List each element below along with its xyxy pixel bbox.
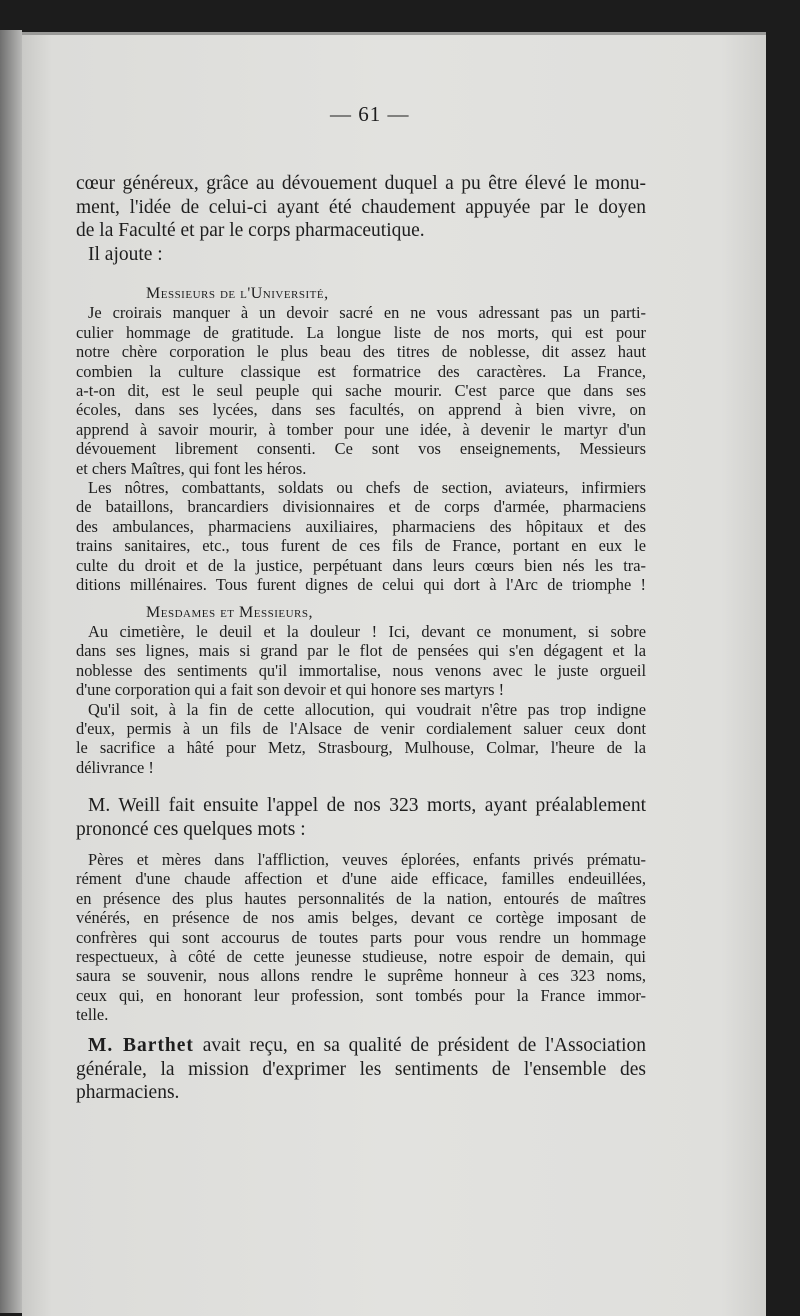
text-line: dans ses lignes, mais si grand par le flot de pensées qui s'en dégagent et la bbox=[76, 641, 646, 661]
weill-paragraph bbox=[76, 794, 646, 841]
speaker-name: M. Barthet bbox=[88, 1035, 194, 1056]
text-line: de la Faculté et par le corps pharmaceutique. bbox=[76, 220, 425, 241]
text-line: cœur généreux, grâce au dévouement duquel a pu être élevé le monu- bbox=[76, 173, 646, 194]
text-line: notre chère corporation le plus beau des titres de noblesse, dit assez haut bbox=[76, 342, 646, 362]
text-line: respectueux, à côté de cette jeunesse studieuse, notre espoir de demain, qui bbox=[76, 947, 646, 967]
text-line: Les nôtres, combattants, soldats ou chefs de section, aviateurs, infirmiers bbox=[88, 478, 646, 498]
text-line: délivrance ! bbox=[76, 757, 154, 777]
speech-one bbox=[76, 284, 646, 777]
speech-paragraph bbox=[76, 622, 646, 700]
text-line: trains sanitaires, etc., tous furent de ces fils de France, portant en eux le bbox=[76, 536, 646, 556]
text-line: générale, la mission d'exprimer les sentiments de l'ensemble des bbox=[76, 1058, 646, 1080]
text-line: a-t-on dit, est le seul peuple qui sache mourir. C'est parce que dans ses bbox=[76, 381, 646, 401]
text-line: noblesse des sentiments qu'il immortalise, nous venons avec le juste orgueil bbox=[76, 660, 646, 680]
text-line: ment, l'idée de celui-ci ayant été chaudement appuyée par le doyen bbox=[76, 196, 646, 218]
text-line: rément d'une chaude affection et d'une aide efficace, familles endeuillées, bbox=[76, 869, 646, 889]
text-line: culte du droit et de la justice, perpétuant dans leurs cœurs bien nés les tra- bbox=[76, 555, 646, 575]
barthet-paragraph bbox=[76, 1034, 646, 1105]
speech-two bbox=[76, 850, 646, 1025]
text-line: et chers Maîtres, qui font les héros. bbox=[76, 458, 307, 478]
page-number: — 61 — bbox=[330, 102, 410, 126]
text-line: d'eux, permis à un fils de l'Alsace de venir cordialement saluer ceux dont bbox=[76, 718, 646, 738]
facing-page-edge bbox=[0, 30, 22, 1313]
text-line: Il ajoute : bbox=[88, 243, 163, 265]
text-line: le sacrifice a hâté pour Metz, Strasbourg, Mulhouse, Colmar, l'heure de la bbox=[76, 738, 646, 758]
text-line: des ambulances, pharmaciens auxiliaires, pharmaciens des hôpitaux et des bbox=[76, 516, 646, 536]
speech-paragraph bbox=[76, 303, 646, 478]
text-line: vénérés, en présence de nos amis belges, devant ce cortège imposant de bbox=[76, 908, 646, 928]
text-line: culier hommage de gratitude. La longue liste de nos morts, qui est pour bbox=[76, 322, 646, 342]
text-line: pharmaciens. bbox=[76, 1082, 180, 1103]
text-line: Qu'il soit, à la fin de cette allocution, qui voudrait n'être pas trop indigne bbox=[88, 699, 646, 719]
text-line: combien la culture classique est formatrice des caractères. La France, bbox=[76, 361, 646, 381]
text-line: Au cimetière, le deuil et la douleur ! Ici, devant ce monument, si sobre bbox=[88, 621, 646, 641]
text-line: saura se souvenir, nous allons rendre le suprême honneur à ces 323 noms, bbox=[76, 966, 646, 986]
text-line: ceux qui, en honorant leur profession, sont tombés pour la France immor- bbox=[76, 985, 646, 1005]
salutation-university: Messieurs de l'Université, bbox=[146, 285, 329, 302]
speech-paragraph bbox=[76, 478, 646, 594]
text-line: dévouement librement consenti. Ce sont vos enseignements, Messieurs bbox=[76, 439, 646, 459]
text-line: d'une corporation qui a fait son devoir et qui honore ses martyrs ! bbox=[76, 680, 505, 700]
text-line: confrères qui sont accourus de toutes parts pour vous rendre un hommage bbox=[76, 927, 646, 947]
text-line: apprend à savoir mourir, à tomber pour une idée, à devenir le martyr d'un bbox=[76, 419, 646, 439]
text-fragment: avait reçu, en sa qualité de président de l'Association bbox=[202, 1035, 647, 1056]
text-line: écoles, dans ses lycées, dans ses facultés, on apprend à bien vivre, on bbox=[76, 400, 646, 420]
speech-paragraph bbox=[76, 700, 646, 778]
text-line: en présence des plus hautes personnalités de la nation, entourés de maîtres bbox=[76, 888, 646, 908]
text-line: telle. bbox=[76, 1005, 109, 1025]
text-line bbox=[76, 1034, 646, 1058]
text-line: ditions millénaires. Tous furent dignes de celui qui dort à l'Arc de triomphe ! bbox=[76, 575, 646, 595]
text-line: Je croirais manquer à un devoir sacré en ne vous adressant pas un parti- bbox=[88, 303, 646, 323]
text-line: M. Weill fait ensuite l'appel de nos 323 morts, ayant préalablement bbox=[88, 795, 646, 816]
intro-paragraph bbox=[76, 172, 646, 266]
text-line: Pères et mères dans l'affliction, veuves éplorées, enfants privés prématu- bbox=[88, 850, 646, 869]
salutation-ladies-gentlemen: Mesdames et Messieurs, bbox=[146, 603, 313, 621]
text-line: de bataillons, brancardiers divisionnaires et de corps d'armée, pharmaciens bbox=[76, 497, 646, 517]
text-line: prononcé ces quelques mots : bbox=[76, 818, 306, 840]
